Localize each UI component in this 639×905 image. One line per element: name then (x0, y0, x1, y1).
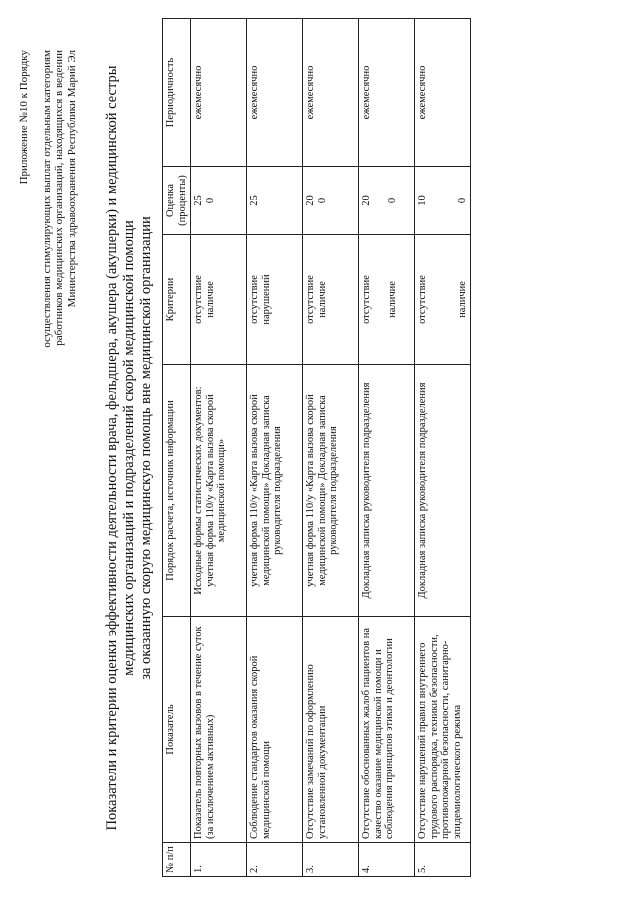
score-present: 0 (386, 197, 398, 204)
header-criteria: Критерии (163, 235, 191, 365)
criteria-absent: отсутствие (417, 275, 428, 324)
appendix-title: Приложение №10 к Порядку (18, 50, 30, 185)
criteria-present: наличие (204, 281, 216, 318)
score-absent: 20 (305, 195, 316, 206)
document-title (104, 23, 155, 873)
row-criteria (359, 235, 415, 365)
appendix-line: Министерства здравоохранения Республики Марий Эл (65, 50, 78, 308)
row-period: ежемесячно (359, 19, 415, 167)
score-absent: 25 (193, 195, 204, 206)
title-line: Показатели и критерии оценки эффективности деятельности врача, фельдшера, акушера (акушерки) и медицинской сестры (104, 65, 120, 831)
row-indicator: Соблюдение стандартов оказания скорой медицинской помощи (247, 617, 303, 843)
score-absent: 25 (249, 195, 260, 206)
row-num: 3. (303, 843, 359, 877)
header-num: № п/п (163, 843, 191, 877)
indicators-table (162, 18, 471, 877)
spacer (443, 170, 457, 231)
row-criteria (247, 235, 303, 365)
score-present: 0 (316, 197, 328, 204)
spacer (373, 238, 387, 361)
title-line: за оказанную скорую медицинскую помощь вне медицинской организации (138, 216, 154, 680)
spacer (443, 238, 457, 361)
row-period: ежемесячно (247, 19, 303, 167)
appendix-line: работников медицинских организаций, находящихся в ведении (53, 50, 65, 346)
criteria-present: наличие (386, 281, 398, 318)
row-score (191, 167, 247, 235)
score-present: 0 (204, 197, 216, 204)
row-procedure: Докладная записка руководителя подразделения (359, 365, 415, 617)
criteria-absent: отсутствие (361, 275, 372, 324)
header-score: Оценка (проценты) (163, 167, 191, 235)
row-score (415, 167, 471, 235)
row-procedure: учетная форма 110/у «Карта вызова скорой медицинской помощи» Докладная записка руководителя подразделения (247, 365, 303, 617)
criteria-violations: нарушений (260, 274, 272, 325)
row-indicator: Показатель повторных вызовов в течение суток (за исключением активных) (191, 617, 247, 843)
appendix-note (18, 50, 78, 430)
criteria-present: наличие (316, 281, 328, 318)
title-line: медицинских организаций и подразделений скорой медицинской помощи (121, 220, 137, 676)
score-present: 0 (456, 197, 468, 204)
row-indicator: Отсутствие обоснованных жалоб пациентов на качество оказание медицинской помощи и соблюдения принципов этики и деонтологии (359, 617, 415, 843)
criteria-absent: отсутствие (249, 275, 260, 324)
row-period: ежемесячно (415, 19, 471, 167)
row-num: 1. (191, 843, 247, 877)
table-row (247, 19, 303, 877)
row-score (247, 167, 303, 235)
criteria-present: наличие (456, 281, 468, 318)
table-row (415, 19, 471, 877)
row-score (303, 167, 359, 235)
spacer (429, 170, 443, 231)
row-period: ежемесячно (303, 19, 359, 167)
row-criteria (303, 235, 359, 365)
spacer (429, 238, 443, 361)
header-procedure: Порядок расчета, источник информации (163, 365, 191, 617)
row-criteria (191, 235, 247, 365)
score-absent: 20 (361, 195, 372, 206)
criteria-absent: отсутствие (305, 275, 316, 324)
row-num: 5. (415, 843, 471, 877)
table-row (303, 19, 359, 877)
row-num: 2. (247, 843, 303, 877)
row-num: 4. (359, 843, 415, 877)
header-indicator: Показатель (163, 617, 191, 843)
table-row (191, 19, 247, 877)
row-procedure: учетная форма 110/у «Карта вызова скорой медицинской помощи» Докладная записка руководителя подразделения (303, 365, 359, 617)
row-indicator: Отсутствие замечаний по оформлению установленной документации (303, 617, 359, 843)
row-score (359, 167, 415, 235)
row-procedure: Докладная записка руководителя подразделения (415, 365, 471, 617)
score-absent: 10 (417, 195, 428, 206)
row-period: ежемесячно (191, 19, 247, 167)
header-period: Периодичность (163, 19, 191, 167)
row-criteria (415, 235, 471, 365)
table-header-row (163, 19, 191, 877)
row-indicator: Отсутствие нарушений правил внутреннего трудового распорядка, техники безопасности, противопожарной безопасности, санитарно-эпидемиологического режима (415, 617, 471, 843)
row-procedure: Исходные формы статистических документов: учетная форма 110/у «Карта вызова скорой медицинской помощи» (191, 365, 247, 617)
appendix-line: осуществления стимулирующих выплат отдельным категориям (40, 50, 53, 348)
table-row (359, 19, 415, 877)
criteria-absent: отсутствие (193, 275, 204, 324)
spacer (373, 170, 387, 231)
